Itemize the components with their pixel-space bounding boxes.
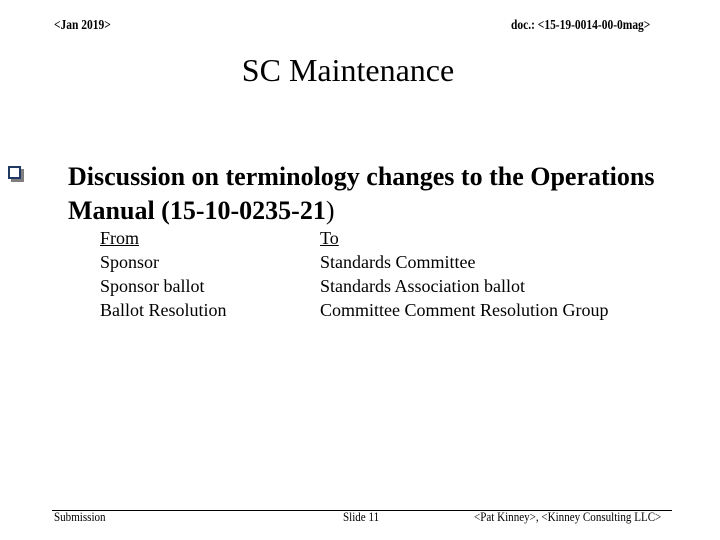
to-item: Standards Association ballot xyxy=(320,276,525,296)
footer-slide-number: Slide 11 xyxy=(343,509,380,524)
footer-author: <Pat Kinney>, <Kinney Consulting LLC> xyxy=(474,509,662,524)
to-column xyxy=(320,226,608,322)
header-doc-number: doc.: <15-19-0014-00-0mag> xyxy=(511,18,651,33)
bullet-text-main: Discussion on terminology changes to the Operations Manual (15-10-0235-21 xyxy=(68,162,655,225)
from-item: Sponsor xyxy=(100,252,160,272)
header-date: <Jan 2019> xyxy=(54,18,111,33)
to-item: Standards Committee xyxy=(320,252,476,272)
from-item: Sponsor ballot xyxy=(100,276,205,296)
bullet-text xyxy=(68,160,688,228)
to-item: Committee Comment Resolution Group xyxy=(320,300,609,320)
to-heading: To xyxy=(320,228,339,248)
slide-title: SC Maintenance xyxy=(241,52,455,88)
bullet-text-tail: ) xyxy=(325,196,335,225)
checkbox-bullet-icon xyxy=(8,166,21,179)
from-column xyxy=(100,226,227,322)
from-item: Ballot Resolution xyxy=(100,300,227,320)
footer-submission: Submission xyxy=(54,509,106,524)
from-heading: From xyxy=(100,228,140,248)
